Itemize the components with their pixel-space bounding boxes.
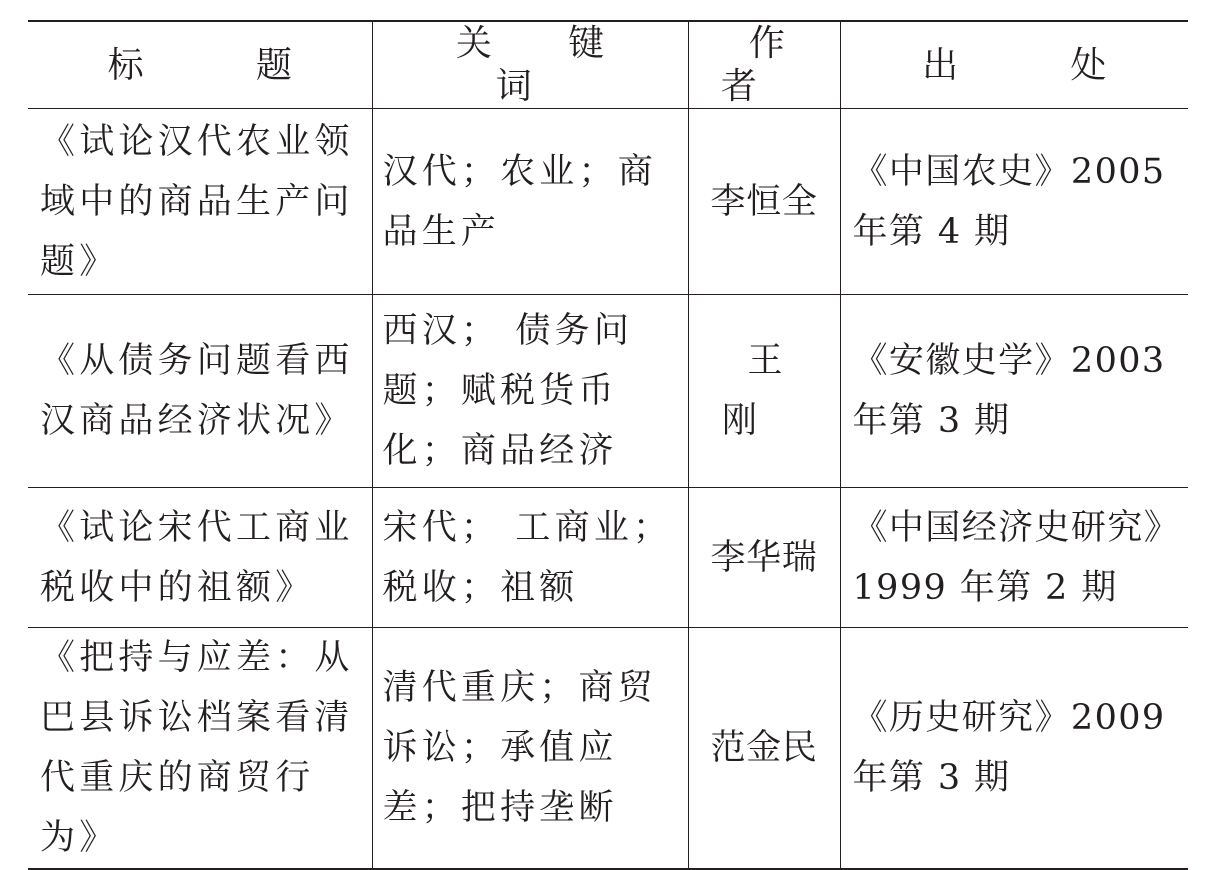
table-body (28, 109, 1188, 870)
cell-title: 《从债务问题看西汉商品经济状况》 (28, 295, 372, 488)
cell-source: 《中国农史》2005 年第 4 期 (840, 109, 1188, 295)
header-keywords: 关 键 词 (372, 21, 688, 109)
cell-keywords: 清代重庆；商贸诉讼；承值应差；把持垄断 (372, 628, 688, 870)
cell-source: 《安徽史学》2003 年第 3 期 (840, 295, 1188, 488)
cell-keywords: 西汉； 债务问题；赋税货币化；商品经济 (372, 295, 688, 488)
table-row (28, 295, 1188, 488)
cell-author: 范金民 (688, 628, 840, 870)
header-title: 标 题 (28, 21, 372, 109)
cell-title: 《把持与应差：从巴县诉讼档案看清代重庆的商贸行为》 (28, 628, 372, 870)
document-page (28, 20, 1188, 870)
cell-author: 李恒全 (688, 109, 840, 295)
cell-title: 《试论宋代工商业税收中的祖额》 (28, 488, 372, 628)
cell-source: 《历史研究》2009 年第 3 期 (840, 628, 1188, 870)
header-author: 作 者 (688, 21, 840, 109)
cell-title: 《试论汉代农业领域中的商品生产问题》 (28, 109, 372, 295)
cell-author: 李华瑞 (688, 488, 840, 628)
table-row (28, 628, 1188, 870)
cell-keywords: 汉代；农业；商品生产 (372, 109, 688, 295)
article-table (28, 20, 1188, 870)
table-row (28, 488, 1188, 628)
header-row (28, 21, 1188, 109)
cell-source: 《中国经济史研究》1999 年第 2 期 (840, 488, 1188, 628)
header-source: 出 处 (840, 21, 1188, 109)
table-header (28, 21, 1188, 109)
table-row (28, 109, 1188, 295)
cell-author: 王 刚 (688, 295, 840, 488)
cell-keywords: 宋代； 工商业；税收；祖额 (372, 488, 688, 628)
